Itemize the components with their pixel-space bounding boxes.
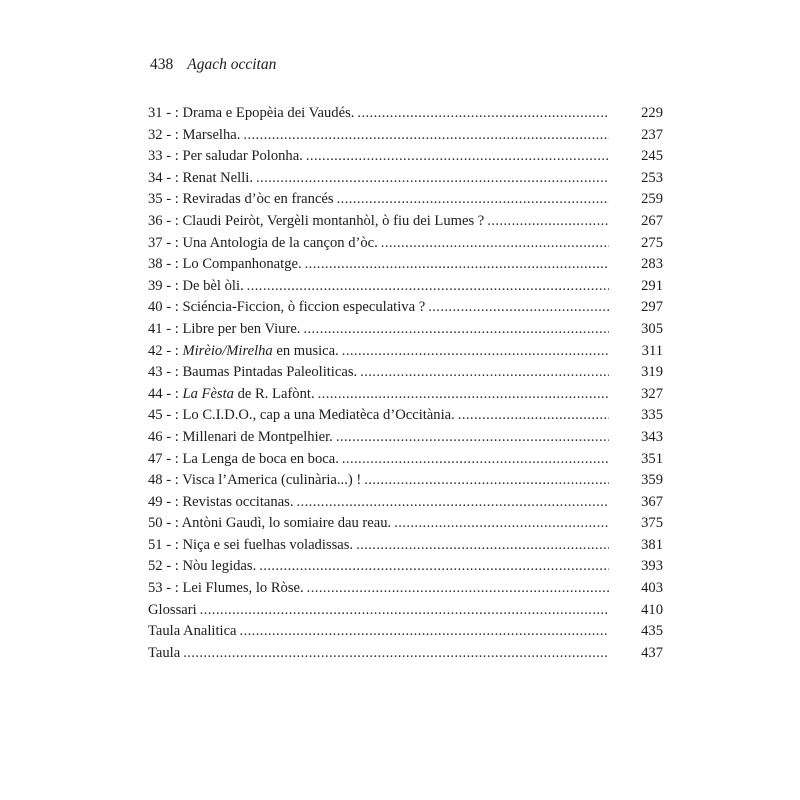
toc-entry-page: 335 (641, 407, 663, 424)
toc-entry-title: 43 - : Baumas Pintadas Paleoliticas. (148, 364, 358, 381)
toc-leader-dots (307, 578, 609, 600)
toc-entry-title: 48 - : Visca l’America (culinària...) ! (148, 472, 362, 489)
toc-entry-page: 359 (641, 472, 663, 489)
toc-entry-title-prefix: 44 - : (148, 385, 183, 402)
toc-entry (148, 535, 663, 557)
toc-entry-title: 49 - : Revistas occitanas. (148, 493, 294, 510)
toc-entry-page: 343 (641, 428, 663, 445)
toc-entry (148, 643, 663, 665)
toc-leader-dots (337, 189, 609, 211)
toc-entry-title: 51 - : Niça e sei fuelhas voladissas. (148, 536, 354, 553)
toc-entry-page: 375 (641, 515, 663, 532)
toc-entry-page: 437 (641, 644, 663, 661)
toc-entry (148, 233, 663, 255)
toc-entry-title-prefix: 42 - : (148, 342, 183, 359)
toc-entry-page: 253 (641, 169, 663, 186)
toc-entry-page: 403 (641, 580, 663, 597)
toc-entry-title: 39 - : De bèl òli. (148, 277, 244, 294)
toc-entry-title: 52 - : Nòu legidas. (148, 558, 257, 575)
toc-leader-dots (357, 103, 609, 125)
toc-entry-page: 229 (641, 105, 663, 121)
toc-entry-page: 275 (641, 234, 663, 251)
toc-entry (148, 556, 663, 578)
toc-entry (148, 578, 663, 600)
toc-entry-title: 41 - : Libre per ben Viure. (148, 320, 301, 337)
toc-entry-title: 35 - : Reviradas d’òc en francés (148, 191, 334, 208)
toc-leader-dots (381, 233, 609, 255)
toc-entry-title: 37 - : Una Antologia de la cançon d’òc. (148, 234, 378, 251)
toc-entry-page: 291 (641, 277, 663, 294)
toc-entry-title: Taula Analitica (148, 623, 237, 640)
toc-leader-dots (487, 211, 609, 233)
toc-entry (148, 405, 663, 427)
toc-entry-title: 38 - : Lo Companhonatge. (148, 256, 302, 273)
toc-entry-page: 393 (641, 558, 663, 575)
toc-entry-title: 45 - : Lo C.I.D.O., cap a una Mediatèca d’Occitània. (148, 407, 455, 424)
toc-leader-dots (306, 146, 609, 168)
toc-entry-page: 367 (641, 493, 663, 510)
toc-leader-dots (318, 384, 609, 406)
toc-entry-page: 259 (641, 191, 663, 208)
toc-leader-dots (243, 125, 609, 147)
toc-entry (148, 470, 663, 492)
toc-entry-page: 351 (641, 450, 663, 467)
toc-entry-page: 410 (641, 601, 663, 618)
toc-entry (148, 362, 663, 384)
toc-leader-dots (256, 168, 609, 190)
running-head (150, 55, 276, 75)
toc-entry-title: 34 - : Renat Nelli. (148, 169, 253, 186)
toc-entry (148, 146, 663, 168)
toc-entry (148, 297, 663, 319)
toc-entry-title-suffix: de R. Lafònt. (233, 385, 315, 402)
toc-leader-dots (342, 449, 609, 471)
toc-entry-title: 53 - : Lei Flumes, lo Ròse. (148, 580, 304, 597)
toc-entry-page: 311 (641, 342, 663, 359)
toc-entry-title: 31 - : Drama e Epopèia dei Vaudés. (148, 105, 355, 121)
toc-entry-title: 33 - : Per saludar Polonha. (148, 148, 303, 165)
toc-leader-dots (356, 535, 609, 557)
toc-entry-page: 319 (641, 364, 663, 381)
table-of-contents (148, 103, 663, 664)
toc-entry (148, 125, 663, 147)
toc-leader-dots (428, 297, 609, 319)
toc-entry (148, 600, 663, 622)
toc-entry (148, 276, 663, 298)
toc-leader-dots (259, 556, 609, 578)
page-number: 438 (150, 56, 174, 73)
toc-entry-page: 435 (641, 623, 663, 640)
toc-entry-page: 237 (641, 126, 663, 143)
toc-leader-dots (303, 319, 609, 341)
toc-entry-page: 381 (641, 536, 663, 553)
toc-entry-title (148, 384, 315, 406)
toc-entry (148, 168, 663, 190)
toc-entry-title: 32 - : Marselha. (148, 126, 241, 143)
toc-entry-title: 36 - : Claudi Peiròt, Vergèli montanhòl, ò fiu dei Lumes ? (148, 212, 485, 229)
toc-entry-page: 305 (641, 320, 663, 337)
toc-entry-page: 267 (641, 212, 663, 229)
toc-entry-page: 297 (641, 299, 663, 316)
toc-entry (148, 103, 663, 125)
toc-leader-dots (342, 341, 609, 363)
toc-entry (148, 384, 663, 406)
toc-entry (148, 449, 663, 471)
toc-entry-title: 46 - : Millenari de Montpelhier. (148, 428, 333, 445)
toc-entry-title-italic: La Fèsta (182, 385, 234, 402)
toc-entry-title-suffix: en musica. (272, 342, 339, 359)
toc-entry (148, 492, 663, 514)
toc-leader-dots (240, 621, 609, 643)
toc-leader-dots (200, 600, 609, 622)
toc-leader-dots (364, 470, 609, 492)
toc-entry-title (148, 341, 339, 363)
toc-entry-title: Taula (148, 644, 181, 661)
toc-entry (148, 254, 663, 276)
toc-entry-page: 327 (641, 385, 663, 402)
toc-entry-title-italic: Mirèio/Mirelha (182, 342, 273, 359)
toc-entry-title: Glossari (148, 601, 197, 618)
toc-leader-dots (247, 276, 609, 298)
toc-leader-dots (297, 492, 610, 514)
toc-leader-dots (336, 427, 609, 449)
book-title: Agach occitan (187, 56, 277, 73)
toc-entry (148, 621, 663, 643)
toc-leader-dots (360, 362, 609, 384)
toc-entry-page: 283 (641, 256, 663, 273)
toc-leader-dots (394, 513, 609, 535)
toc-entry (148, 189, 663, 211)
toc-entry (148, 513, 663, 535)
toc-entry (148, 427, 663, 449)
toc-entry (148, 211, 663, 233)
toc-leader-dots (458, 405, 609, 427)
toc-entry (148, 341, 663, 363)
toc-leader-dots (305, 254, 609, 276)
toc-entry-page: 245 (641, 148, 663, 165)
toc-entry-title: 47 - : La Lenga de boca en boca. (148, 450, 339, 467)
toc-entry-title: 50 - : Antòni Gaudì, lo somiaire dau reau. (148, 515, 392, 532)
toc-leader-dots (183, 643, 609, 665)
toc-entry (148, 319, 663, 341)
toc-entry-title: 40 - : Sciéncia-Ficcion, ò ficcion especulativa ? (148, 299, 426, 316)
